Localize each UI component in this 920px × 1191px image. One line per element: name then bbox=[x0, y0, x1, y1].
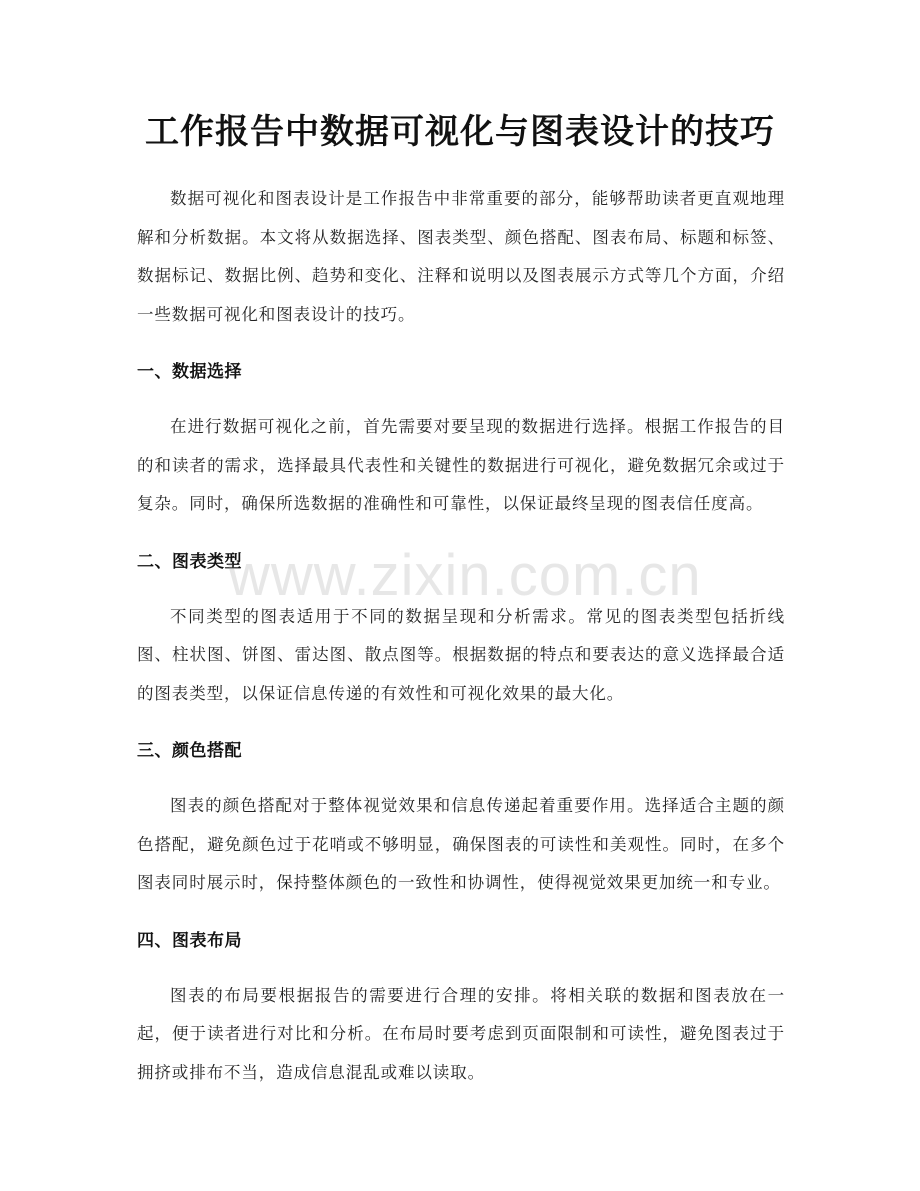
section-body-chart-type: 不同类型的图表适用于不同的数据呈现和分析需求。常见的图表类型包括折线图、柱状图、饼图、雷达图、散点图等。根据数据的特点和要表达的意义选择最合适的图表类型，以保证信息传递的有效性和可视化效果的最大化。 bbox=[137, 606, 785, 703]
section-heading-chart-type: 二、图表类型 bbox=[137, 551, 242, 572]
section-heading-data-selection: 一、数据选择 bbox=[137, 362, 242, 382]
section-heading-color-matching: 三、颜色搭配 bbox=[137, 741, 242, 761]
section-body-chart-layout: 图表的布局要根据报告的需要进行合理的安排。将相关联的数据和图表放在一起，便于读者进行对比和分析。在布局时要考虑到页面限制和可读性，避免图表过于拥挤或排布不当，造成信息混乱或难以读取。 bbox=[137, 985, 785, 1082]
section-body-data-selection: 在进行数据可视化之前，首先需要对要呈现的数据进行选择。根据工作报告的目的和读者的需求，选择最具代表性和关键性的数据进行可视化，避免数据冗余或过于复杂。同时，确保所选数据的准确性和可靠性，以保证最终呈现的图表信任度高。 bbox=[137, 417, 785, 513]
intro-paragraph: 数据可视化和图表设计是工作报告中非常重要的部分，能够帮助读者更直观地理解和分析数据。本文将从数据选择、图表类型、颜色搭配、图表布局、标题和标签、数据标记、数据比例、趋势和变化、注释和说明以及图表展示方式等几个方面，介绍一些数据可视化和图表设计的技巧。 bbox=[137, 189, 785, 324]
watermark: www.zixin.com.cn bbox=[228, 543, 702, 608]
section-heading-chart-layout: 四、图表布局 bbox=[137, 930, 242, 951]
section-body-color-matching: 图表的颜色搭配对于整体视觉效果和信息传递起着重要作用。选择适合主题的颜色搭配，避免颜色过于花哨或不够明显，确保图表的可读性和美观性。同时，在多个图表同时展示时，保持整体颜色的一致性和协调性，使得视觉效果更加统一和专业。 bbox=[137, 796, 785, 892]
document-title: 工作报告中数据可视化与图表设计的技巧 bbox=[145, 112, 775, 152]
document-body bbox=[137, 180, 785, 1092]
